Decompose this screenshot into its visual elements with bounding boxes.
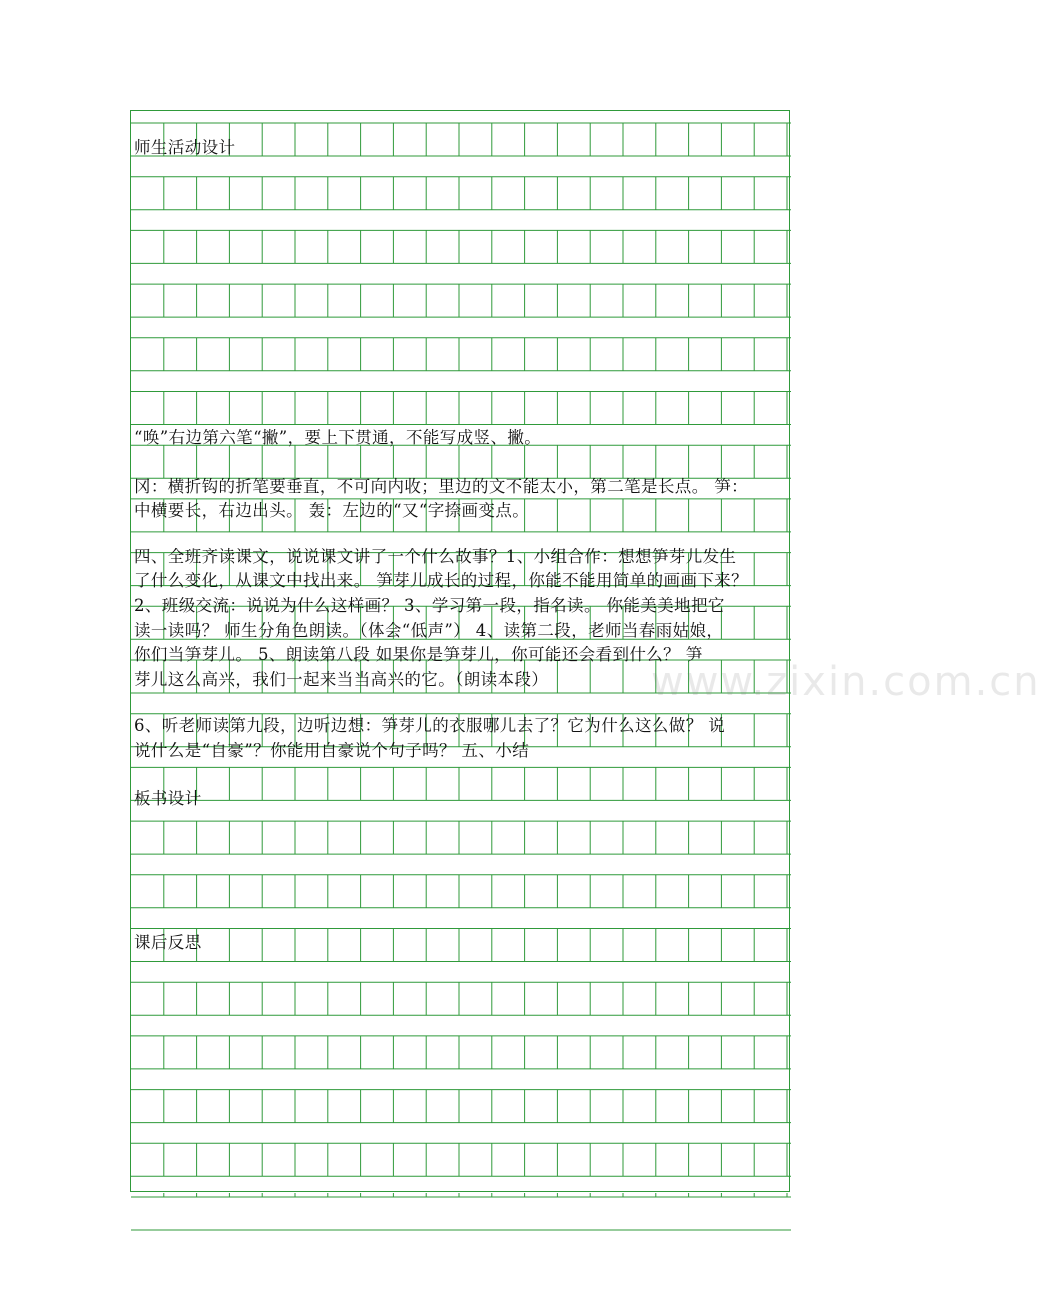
grid-paper-sheet: [130, 110, 1041, 1192]
section-title-reflection: 课后反思: [134, 933, 202, 952]
text-line: 你们当笋芽儿。 5、朗读第八段 如果你是笋芽儿，你可能还会看到什么？ 笋: [134, 645, 703, 664]
text-line: 四、全班齐读课文，说说课文讲了一个什么故事？1、小组合作：想想笋芽儿发生: [134, 547, 737, 566]
text-line: 说什么是“自豪”？你能用自豪说个句子吗？ 五、小结: [134, 741, 530, 760]
section-title-activity: 师生活动设计: [134, 138, 236, 157]
text-line: “唤”右边第六笔“撇”，要上下贯通，不能写成竖、撇。: [134, 428, 542, 447]
text-line: 冈：横折钩的折笔要垂直，不可向内收；里边的文不能太小，第二笔是长点。 笋：: [134, 477, 749, 496]
text-line: 了什么变化，从课文中找出来。 笋芽儿成长的过程，你能不能用简单的画画下来？: [134, 571, 749, 590]
text-line: 中横要长，右边出头。 轰：左边的“又“字捺画变点。: [134, 501, 530, 520]
text-line: 2、班级交流：说说为什么这样画？ 3、学习第一段，指名读。 你能美美地把它: [134, 596, 725, 615]
text-line: 芽儿这么高兴，我们一起来当当高兴的它。（朗读本段）: [134, 670, 549, 689]
section-title-board: 板书设计: [134, 789, 202, 808]
text-line: 6、听老师读第九段，边听边想：笋芽儿的衣服哪儿去了？它为什么这么做？ 说: [134, 716, 726, 735]
text-line: 读一读吗？ 师生分角色朗读。（体会“低声”） 4、读第二段，老师当春雨姑娘，: [134, 621, 724, 640]
watermark: www.zixin.com.cn: [651, 659, 1041, 705]
